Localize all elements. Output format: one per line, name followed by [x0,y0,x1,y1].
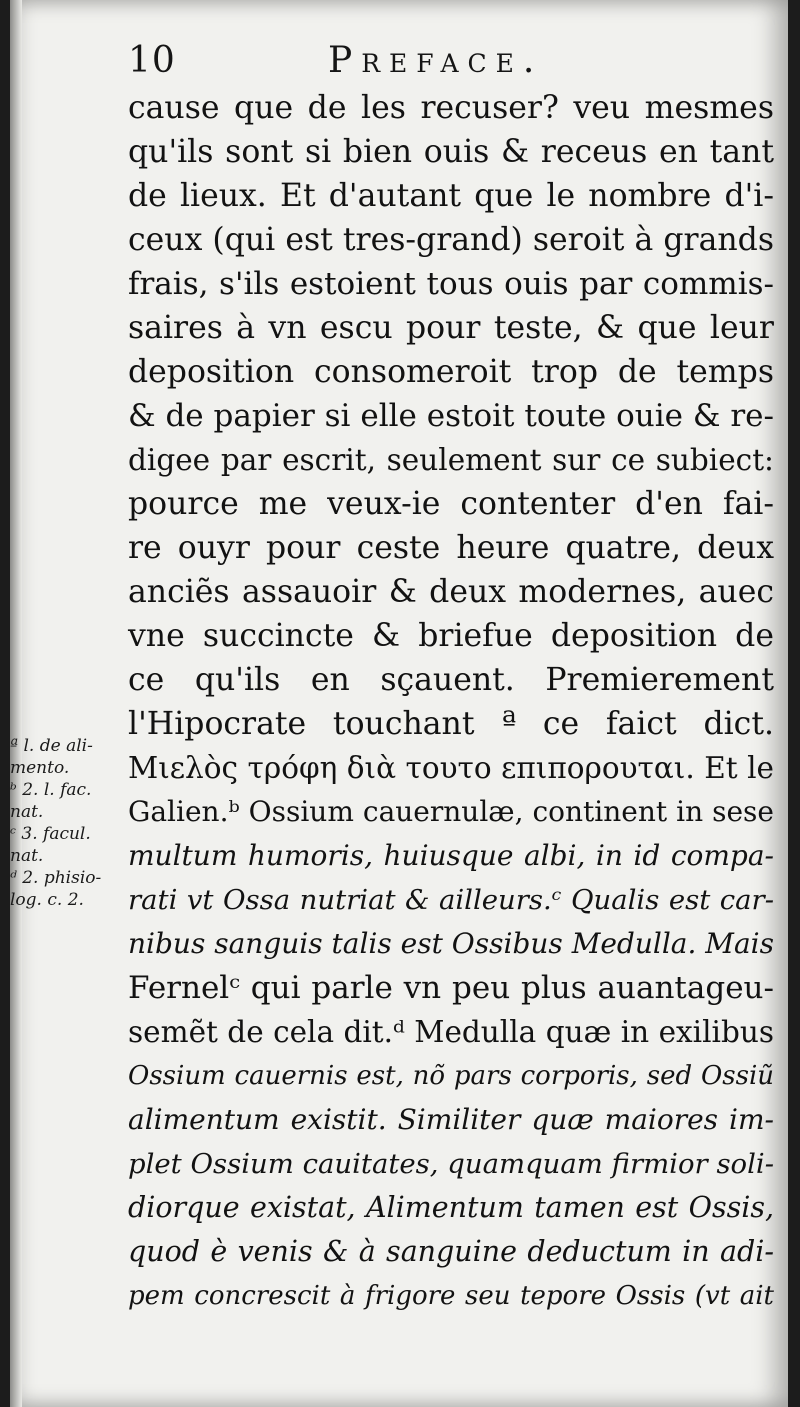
book-page [10,0,788,1407]
page-number: 10 [128,40,176,81]
text-line: qu'ils sont si bien ouis & receus en tant [128,134,774,170]
margin-note: log. c. 2. [10,890,84,910]
latin-quotation-line: multum humoris, huiusque albi, in id compa- [128,839,774,872]
text-line: & de papier si elle estoit toute ouie & re- [128,398,774,434]
text-line: Fernelᶜ qui parle vn peu plus auantageu- [128,970,774,1006]
latin-quotation-line: rati vt Ossa nutriat & ailleurs.ᶜ Qualis est car- [128,884,774,916]
body-text [128,86,774,1318]
greek-quotation-line: Μιελὸς τρόφη διὰ τουτο επιπορουται. Et le [128,751,774,785]
text-line: pource me veux-ie contenter d'en fai- [128,486,774,522]
text-line: ceux (qui est tres-grand) seroit à grands [128,222,774,258]
text-line: ce qu'ils en sçauent. Premierement [128,662,774,698]
latin-quotation-line: plet Ossium cauitates, quamquam firmior soli- [128,1148,774,1180]
text-line: Galien.ᵇ Ossium cauernulæ, continent in sese [128,795,774,828]
margin-note: ª l. de ali- [10,736,93,756]
text-line: saires à vn escu pour teste, & que leur [128,310,774,346]
running-head [128,36,778,86]
text-line: re ouyr pour ceste heure quatre, deux [128,530,774,566]
text-line: deposition consomeroit trop de temps [128,354,774,390]
page-gutter [10,0,22,1407]
margin-note: ᵈ 2. phisio- [10,868,102,888]
margin-note: ᵇ 2. l. fac. [10,780,92,800]
latin-quotation-line: pem concrescit à frigore seu tepore Ossis (vt ait [128,1281,774,1311]
latin-quotation-line: alimentum existit. Similiter quæ maiores im- [128,1103,774,1136]
margin-note: nat. [10,846,44,866]
latin-quotation-line: nibus sanguis talis est Ossibus Medulla. Mais [128,927,774,960]
text-line: de lieux. Et d'autant que le nombre d'i- [128,178,774,214]
text-line: cause que de les recuser? veu mesmes [128,90,774,126]
margin-note: mento. [10,758,70,778]
text-line: digee par escrit, seulement sur ce subiect: [128,443,774,477]
margin-note: nat. [10,802,44,822]
text-line: vne succincte & briefue deposition de [128,618,774,654]
text-line: anciẽs assauoir & deux modernes, auec [128,574,774,610]
latin-quotation-line: quod è venis & à sanguine deductum in adi- [128,1235,774,1268]
latin-quotation-line: diorque existat, Alimentum tamen est Ossis, [128,1191,774,1224]
running-title: Preface. [328,40,544,81]
text-line: semẽt de cela dit.ᵈ Medulla quæ in exilibus [128,1015,774,1049]
margin-notes [10,736,128,912]
margin-note: ᶜ 3. facul. [10,824,91,844]
text-line: l'Hipocrate touchant ª ce faict dict. [128,706,774,742]
text-line: frais, s'ils estoient tous ouis par commis- [128,266,774,302]
latin-quotation-line: Ossium cauernis est, nõ pars corporis, sed Ossiũ [128,1061,774,1091]
